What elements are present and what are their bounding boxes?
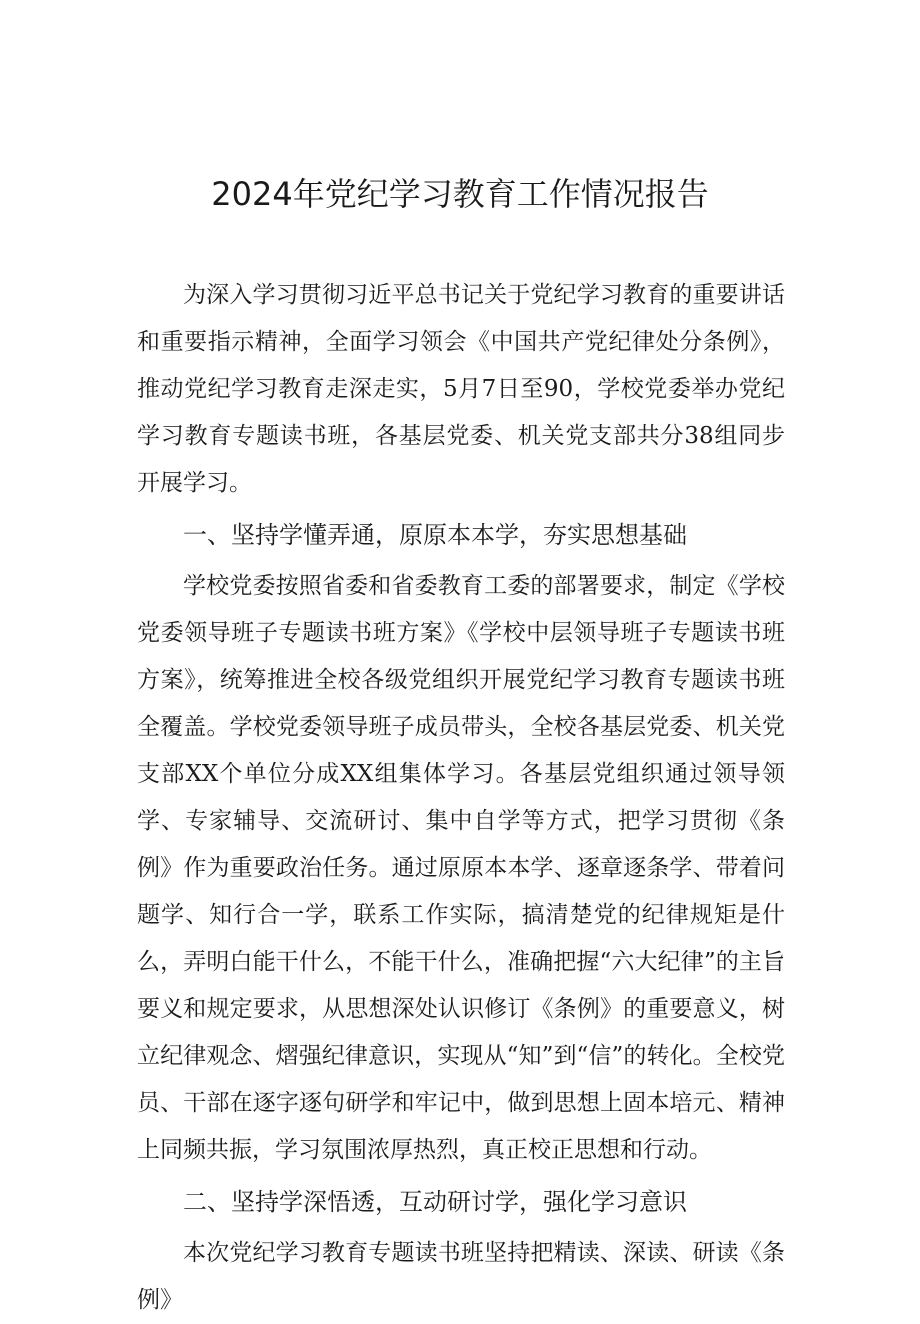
section-1-paragraph: 学校党委按照省委和省委教育工委的部署要求，制定《学校党委领导班子专题读书班方案》《学校中层领导班子专题读书班方案》，统筹推进全校各级党组织开展党纪学习教育专题读书班全覆盖。学校党委领导班子成员带头，全校各基层党委、机关党支部XX个单位分成XX组集体学习。各基层党组织通过领导领学、专家辅导、交流研讨、集中自学等方式，把学习贯彻《条例》作为重要政治任务。通过原原本本学、逐章逐条学、带着问题学、知行合一学，联系工作实际，搞清楚党的纪律规矩是什么，弄明白能干什么，不能干什么，准确把握“六大纪律”的主旨要义和规定要求，从思想深处认识修订《条例》的重要意义，树立纪律观念、熠强纪律意识，实现从“知”到“信”的转化。全校党员、干部在逐字逐句研学和牢记中，做到思想上固本培元、精神上同频共振，学习氛围浓厚热烈，真正校正思想和行动。	[137, 573, 785, 1163]
intro-paragraph: 为深入学习贯彻习近平总书记关于党纪学习教育的重要讲话和重要指示精神，全面学习领会《中国共产党纪律处分条例》，推动党纪学习教育走深走实，5月7日至90，学校党委举办党纪学习教育专题读书班，各基层党委、机关党支部共分38组同步开展学习。	[137, 282, 785, 496]
document-body	[137, 272, 785, 1324]
section-heading-1: 一、坚持学懂弄通，原原本本学，夯实思想基础	[183, 521, 687, 549]
document-title: 2024年党纪学习教育工作情况报告	[211, 175, 709, 213]
section-2-paragraph: 本次党纪学习教育专题读书班坚持把精读、深读、研读《条例》	[137, 1240, 785, 1313]
section-heading-2: 二、坚持学深悟透，互动研讨学，强化学习意识	[183, 1188, 687, 1216]
